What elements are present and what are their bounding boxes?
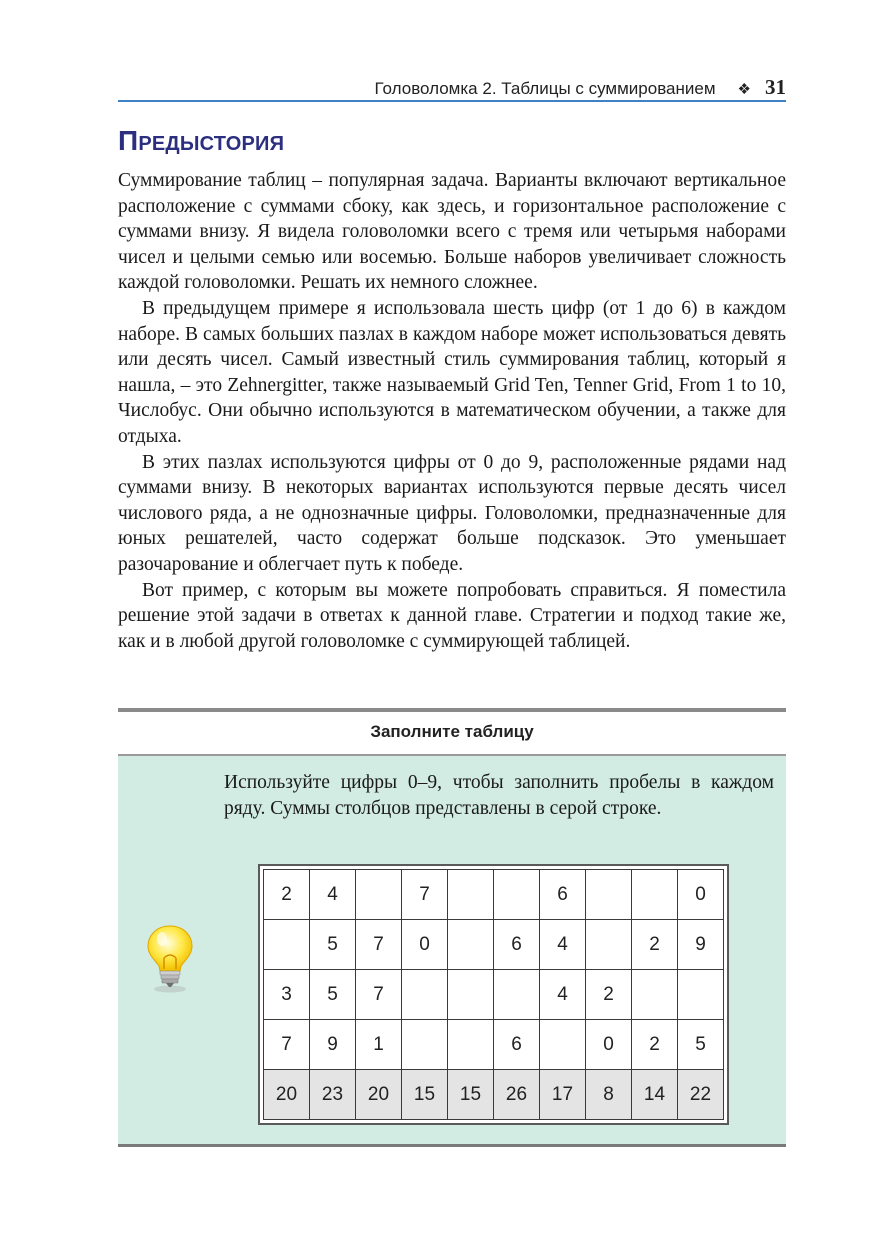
- given-cell: 7: [264, 1020, 310, 1070]
- given-cell: 6: [494, 1020, 540, 1070]
- given-cell: 0: [678, 870, 724, 920]
- given-cell: 3: [264, 970, 310, 1020]
- grid-row: [264, 920, 724, 970]
- given-cell: 9: [678, 920, 724, 970]
- grid-row: [264, 970, 724, 1020]
- grid-table: [263, 869, 724, 1120]
- given-cell: 7: [402, 870, 448, 920]
- puzzle-instruction: Используйте цифры 0–9, чтобы заполнить пробелы в каждом ряду. Суммы столбцов представлены в серой строке.: [224, 772, 774, 819]
- given-cell: 4: [540, 970, 586, 1020]
- blank-cell[interactable]: [494, 970, 540, 1020]
- sum-cell: 23: [310, 1070, 356, 1120]
- given-cell: 5: [310, 970, 356, 1020]
- given-cell: 7: [356, 920, 402, 970]
- given-cell: 2: [586, 970, 632, 1020]
- blank-cell[interactable]: [448, 920, 494, 970]
- given-cell: 2: [264, 870, 310, 920]
- puzzle-title: Заполните таблицу: [370, 722, 534, 741]
- given-cell: 4: [310, 870, 356, 920]
- running-title: Головоломка 2. Таблицы с суммированием: [374, 79, 716, 98]
- given-cell: 2: [632, 920, 678, 970]
- given-cell: 2: [632, 1020, 678, 1070]
- sum-cell: 26: [494, 1070, 540, 1120]
- given-cell: 6: [494, 920, 540, 970]
- given-cell: 1: [356, 1020, 402, 1070]
- sum-cell: 8: [586, 1070, 632, 1120]
- blank-cell[interactable]: [402, 970, 448, 1020]
- blank-cell[interactable]: [540, 1020, 586, 1070]
- lightbulb-icon: [142, 922, 198, 994]
- page-number: 31: [765, 75, 786, 99]
- blank-cell[interactable]: [264, 920, 310, 970]
- blank-cell[interactable]: [402, 1020, 448, 1070]
- sum-cell: 14: [632, 1070, 678, 1120]
- blank-cell[interactable]: [448, 970, 494, 1020]
- paragraph: Вот пример, с которым вы можете попробовать справиться. Я поместила решение этой задачи в ответах к данной главе. Стратегии и подход такие же, как и в любой другой головоломке с суммирующей таблицей.: [118, 579, 786, 652]
- sum-cell: 20: [356, 1070, 402, 1120]
- sum-cell: 15: [402, 1070, 448, 1120]
- puzzle-box: [118, 754, 786, 1146]
- given-cell: 5: [678, 1020, 724, 1070]
- sum-row: [264, 1070, 724, 1120]
- blank-cell[interactable]: [586, 920, 632, 970]
- given-cell: 0: [586, 1020, 632, 1070]
- sum-cell: 22: [678, 1070, 724, 1120]
- blank-cell[interactable]: [448, 870, 494, 920]
- section-title: Предыстория: [118, 125, 285, 156]
- given-cell: 5: [310, 920, 356, 970]
- blank-cell[interactable]: [586, 870, 632, 920]
- blank-cell[interactable]: [494, 870, 540, 920]
- given-cell: 6: [540, 870, 586, 920]
- blank-cell[interactable]: [448, 1020, 494, 1070]
- paragraph: Суммирование таблиц – популярная задача. Варианты включают вертикальное расположение с суммами сбоку, как здесь, и горизонтальное расположение с суммами внизу. Я видела головоломки всего с тремя или четырьмя наборами чисел и целыми семью или восемью. Больше наборов увеличивает сложность каждой головоломки. Решать их немного сложнее.: [118, 170, 786, 294]
- sum-cell: 15: [448, 1070, 494, 1120]
- paragraph: В этих пазлах используются цифры от 0 до 9, расположенные рядами над суммами внизу. В некоторых вариантах используются первые десять чисел числового ряда, а не однозначные цифры. Головоломки, предназначенные для юных решателей, часто содержат больше подсказок. Это уменьшает разочарование и облегчает путь к победе.: [118, 451, 786, 575]
- given-cell: 7: [356, 970, 402, 1020]
- blank-cell[interactable]: [632, 970, 678, 1020]
- ornament-icon: ❖: [737, 81, 751, 98]
- puzzle-grid: [258, 864, 729, 1125]
- paragraph: В предыдущем примере я использовала шесть цифр (от 1 до 6) в каждом наборе. В самых больших пазлах в каждом наборе может использоваться девять или десять чисел. Самый известный стиль суммирования таблиц, который я нашла, – это Zehnergitter, также называемый Grid Ten, Tenner Grid, From 1 to 10, Числобус. Они обычно используются в математическом обучении, а также для отдыха.: [118, 297, 786, 447]
- sum-cell: 17: [540, 1070, 586, 1120]
- body-text: [118, 168, 786, 654]
- grid-row: [264, 870, 724, 920]
- sum-cell: 20: [264, 1070, 310, 1120]
- box-bottom-rule: [118, 1144, 786, 1147]
- given-cell: 9: [310, 1020, 356, 1070]
- grid-row: [264, 1020, 724, 1070]
- given-cell: 0: [402, 920, 448, 970]
- given-cell: 4: [540, 920, 586, 970]
- blank-cell[interactable]: [678, 970, 724, 1020]
- blank-cell[interactable]: [356, 870, 402, 920]
- blank-cell[interactable]: [632, 870, 678, 920]
- running-header: [118, 72, 786, 102]
